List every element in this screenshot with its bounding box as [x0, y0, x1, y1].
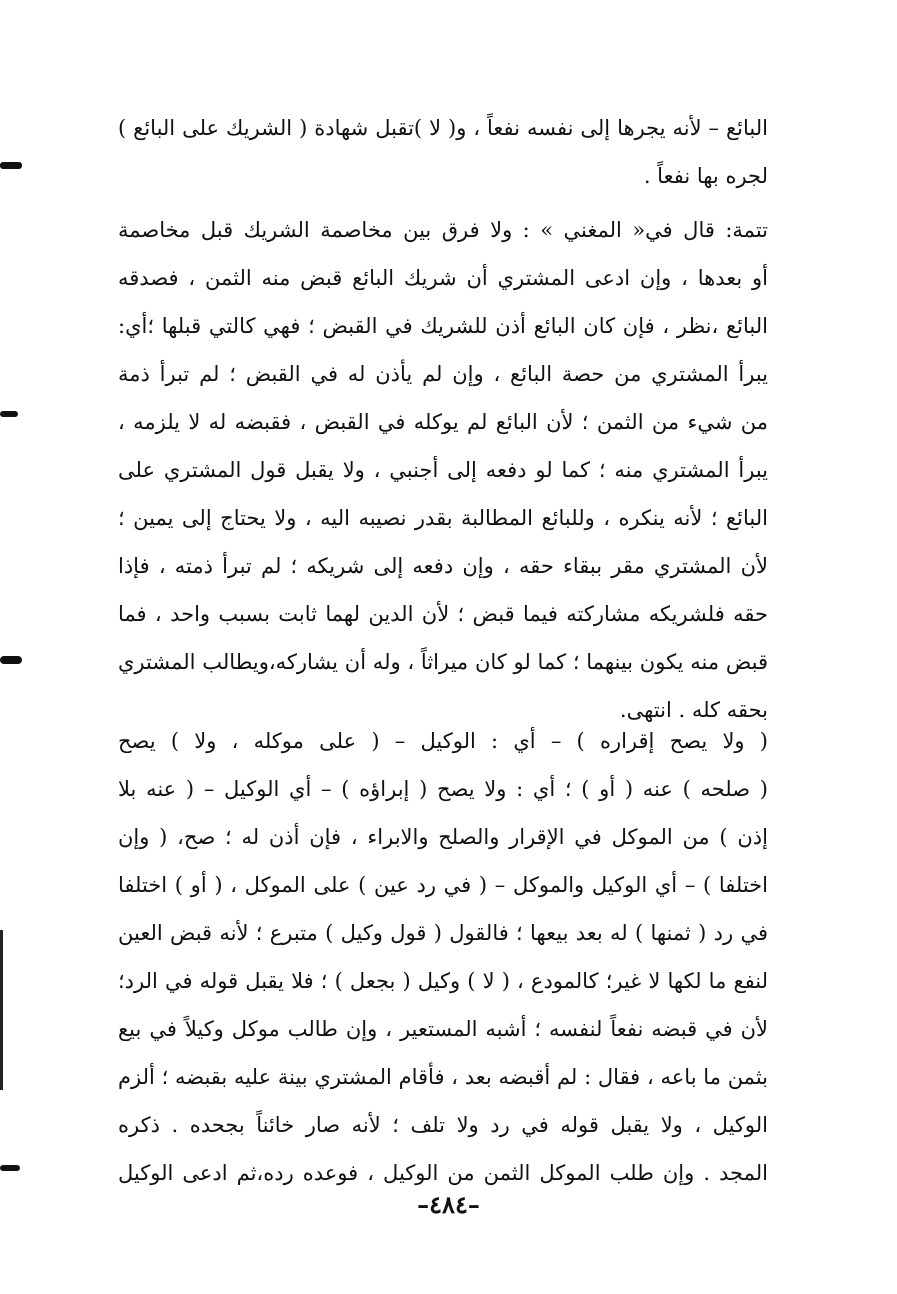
- text-line: من شيء من الثمن ؛ لأن البائع لم يوكله في القبض ، فقبضه له لا يلزمه ،: [118, 410, 768, 434]
- text-line: لأن المشتري مقر ببقاء حقه ، وإن دفعه إلى شريكه ؛ لم تبرأ ذمته ، فإذا: [118, 554, 768, 578]
- text-line: في رد ( ثمنها ) له بعد بيعها ؛ فالقول ( قول وكيل ) متبرع ؛ لأنه قبض العين: [118, 921, 768, 945]
- text-line: البائع – لأنه يجرها إلى نفسه نفعاً ، و( لا )تقبل شهادة ( الشريك على البائع ): [118, 116, 768, 140]
- text-line: أو بعدها ، وإن ادعى المشتري أن شريك البائع قبض منه الثمن ، فصدقه: [118, 266, 768, 290]
- text-line: البائع ؛ لأنه ينكره ، وللبائع المطالبة بقدر نصيبه اليه ، ولا يحتاج إلى يمين ؛: [118, 506, 768, 530]
- text-line: بثمن ما باعه ، فقال : لم أقبضه بعد ، فأقام المشتري بينة عليه بقبضه ؛ ألزم: [118, 1065, 768, 1089]
- text-line: المجد . وإن طلب الموكل الثمن من الوكيل ، فوعده رده،ثم ادعى الوكيل: [118, 1161, 768, 1185]
- scan-edge-mark: [0, 656, 22, 664]
- text-line: بحقه كله . انتهى.: [619, 698, 768, 722]
- text-line: ( ولا يصح إقراره ) – أي : الوكيل – ( على موكله ، ولا ) يصح: [118, 729, 768, 753]
- text-line: لجره بها نفعاً .: [643, 164, 768, 188]
- text-line: الوكيل ، ولا يقبل قوله في رد ولا تلف ؛ لأنه صار خائناً بجحده . ذكره: [118, 1113, 768, 1137]
- scan-edge-mark: [0, 1165, 20, 1171]
- page-number: –٤٨٤–: [417, 1190, 480, 1219]
- text-line: يبرأ المشتري من حصة البائع ، وإن لم يأذن له في القبض ؛ لم تبرأ ذمة: [118, 362, 768, 386]
- paragraph-tatimma: [118, 206, 768, 734]
- paragraph-continuation: [118, 104, 768, 200]
- paragraph-wakil: [118, 717, 768, 1197]
- scan-edge-mark: [0, 162, 22, 169]
- text-line: لنفع ما لكها لا غير؛ كالمودع ، ( لا ) وكيل ( بجعل ) ؛ فلا يقبل قوله في الرد؛: [118, 969, 768, 993]
- text-line: لأن في قبضه نفعاً لنفسه ؛ أشبه المستعير ، وإن طالب موكل وكيلاً في بيع: [118, 1017, 768, 1041]
- text-line: اختلفا ) – أي الوكيل والموكل – ( في رد عين ) على الموكل ، ( أو ) اختلفا: [118, 873, 768, 897]
- text-line: قبض منه يكون بينهما ؛ كما لو كان ميراثاً ، وله أن يشاركه،ويطالب المشتري: [118, 650, 768, 674]
- text-line: يبرأ المشتري منه ؛ كما لو دفعه إلى أجنبي ، ولا يقبل قول المشتري على: [118, 458, 768, 482]
- text-line: حقه فلشريكه مشاركته فيما قبض ؛ لأن الدين لهما ثابت بسبب واحد ، فما: [118, 602, 768, 626]
- text-line: البائع ،نظر ، فإن كان البائع أذن للشريك في القبض ؛ فهي كالتي قبلها ؛أي:: [118, 314, 768, 338]
- scan-edge-mark: [0, 411, 18, 417]
- scan-edge-line: [0, 930, 3, 1090]
- text-line: ( صلحه ) عنه ( أو ) ؛ أي : ولا يصح ( إبراؤه ) – أي الوكيل – ( عنه بلا: [118, 777, 768, 801]
- text-line: إذن ) من الموكل في الإقرار والصلح والابراء ، فإن أذن له ؛ صح، ( وإن: [118, 825, 768, 849]
- text-line: تتمة: قال في« المغني » : ولا فرق بين مخاصمة الشريك قبل مخاصمة: [118, 218, 768, 242]
